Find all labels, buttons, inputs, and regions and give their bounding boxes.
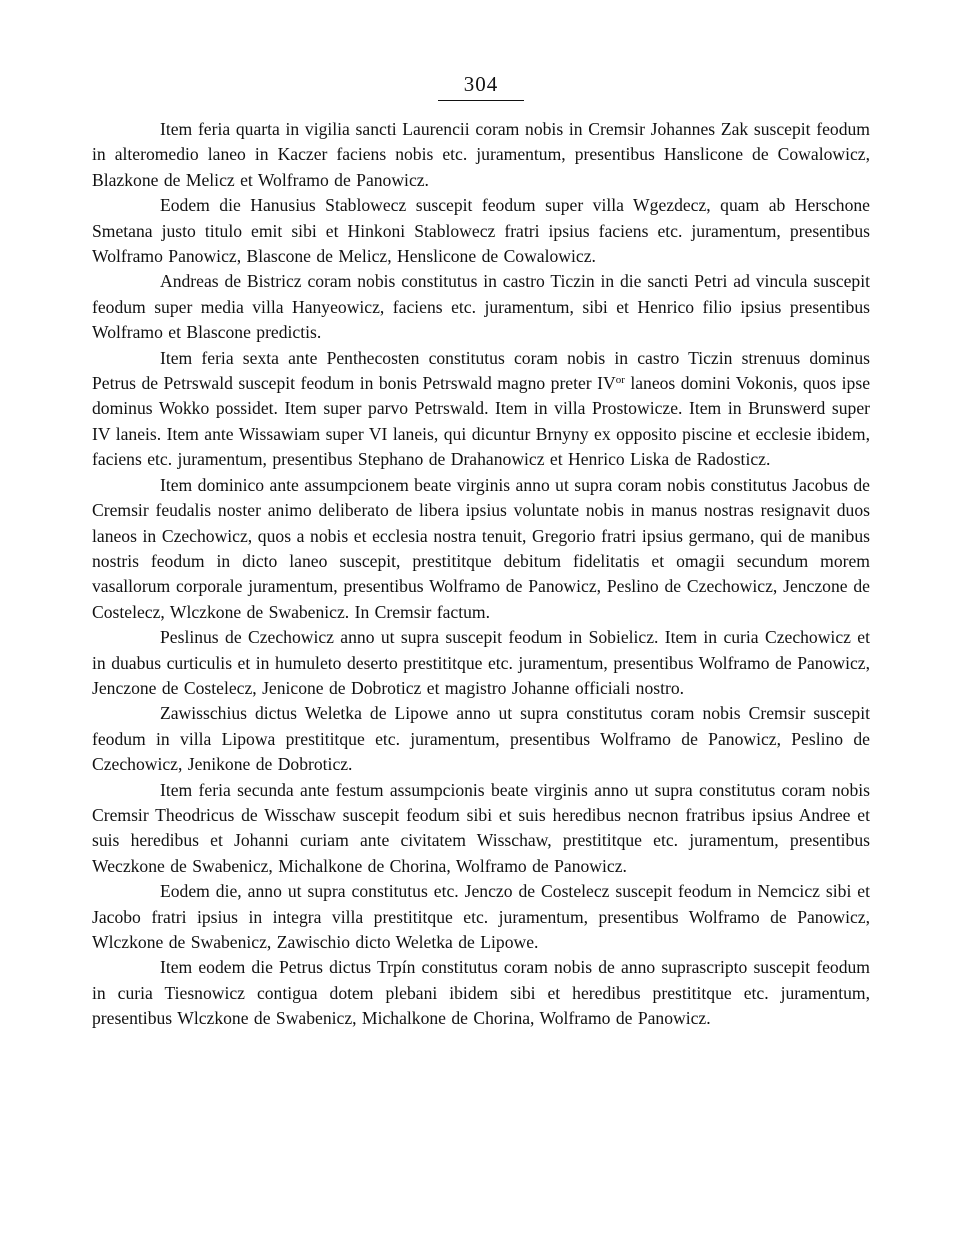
document-page	[92, 72, 870, 1032]
paragraph-7: Zawisschius dictus Weletka de Lipowe anno ut supra constitutus coram nobis Cremsir suscepit feodum in villa Lipowa prestititque etc. juramentum, presentibus Wolframo de Panowicz, Peslino de Czechowicz, Jenikone de Dobroticz.	[92, 703, 870, 775]
paragraph-4-text-after: laneos domini Vokonis, quos ipse dominus Wokko possidet. Item super parvo Petrswald. Item in villa Prostowicze. Item in Brunswerd super IV laneis. Item ante Wissawiam super VI laneis, qui dicuntur Brnyny ex opposito piscine et ecclesie ibidem, faciens etc. juramentum, presentibus Stephano de Drahanowicz et Henrico Liska de Radosticz.	[92, 373, 871, 470]
paragraph-5: Item dominico ante assumpcionem beate virginis anno ut supra coram nobis constitutus Jacobus de Cremsir feudalis noster animo deliberato de libera ipsius voluntate nobis in manus nostras resignavit duos laneos in Czechowicz, quos a nobis et ecclesia nostra tenuit, Gregorio fratri ipsius germano, qui de manibus nostris feodum in dicto laneo suscepit, prestititque debitum fidelitatis et omagii secundum morem vasallorum corporale juramentum, presentibus Wolframo de Panowicz, Peslino de Czechowicz, Jenczone de Costelecz, Wlczkone de Swabenicz. In Cremsir factum.	[92, 474, 870, 622]
page-number-rule	[438, 100, 524, 101]
paragraph-6: Peslinus de Czechowicz anno ut supra suscepit feodum in Sobielicz. Item in curia Czechowicz et in duabus curticulis et in humuleto deserto prestititque etc. juramentum, presentibus Wolframo de Panowicz, Jenczone de Costelecz, Jenicone de Dobroticz et magistro Johanne officiali nostro.	[92, 627, 870, 698]
paragraph-8: Item feria secunda ante festum assumpcionis beate virginis anno ut supra constitutus coram nobis Cremsir Theodricus de Wisschaw suscepit feodum sibi et suis heredibus necnon fratribus ipsius Andree et suis heredibus et Johanni curiam ante civitatem Wisschaw, prestititque etc. juramentum, presentibus Weczkone de Swabenicz, Michalkone de Chorina, Wolframo de Panowicz.	[92, 779, 870, 876]
paragraph-10: Item eodem die Petrus dictus Trpín constitutus coram nobis de anno suprascripto suscepit feodum in curia Tiesnowicz contigua dotem plebani ibidem sibi et heredibus prestititque etc. juramentum, presentibus Wlczkone de Swabenicz, Michalkone de Chorina, Wolframo de Panowicz.	[92, 957, 870, 1029]
document-body	[92, 117, 870, 1032]
page-header	[92, 72, 870, 101]
paragraph-4	[92, 346, 870, 473]
paragraph-2: Eodem die Hanusius Stablowecz suscepit feodum super villa Wgezdecz, quam ab Herschone Smetana justo titulo emit sibi et Hinkoni Stablowecz fratri ipsius faciens etc. juramentum, presentibus Wolframo Panowicz, Blascone de Melicz, Henslicone de Cowalowicz.	[92, 195, 870, 267]
paragraph-3: Andreas de Bistricz coram nobis constitutus in castro Ticzin in die sancti Petri ad vincula suscepit feodum super media villa Hanyeowicz, faciens etc. juramentum, sibi et Henrico filio ipsius presentibus Wolframo et Blascone predictis.	[92, 271, 870, 343]
paragraph-4-superscript: or	[615, 374, 625, 387]
paragraph-4-text-before: Item feria sexta ante Penthecosten constitutus coram nobis in castro Ticzin strenuus dominus Petrus de Petrswald suscepit feodum in bonis Petrswald magno preter IV	[92, 347, 870, 394]
paragraph-9: Eodem die, anno ut supra constitutus etc. Jenczo de Costelecz suscepit feodum in Nemcicz sibi et Jacobo fratri ipsius in integra villa prestititque etc. juramentum, presentibus Wolframo de Panowicz, Wlczkone de Swabenicz, Zawischio dicto Weletka de Lipowe.	[92, 881, 870, 952]
page-number: 304	[463, 72, 499, 96]
paragraph-1: Item feria quarta in vigilia sancti Laurencii coram nobis in Cremsir Johannes Zak suscepit feodum in alteromedio laneo in Kaczer faciens nobis etc. juramentum, presentibus Hanslicone de Cowalowicz, Blazkone de Melicz et Wolframo de Panowicz.	[92, 119, 870, 190]
